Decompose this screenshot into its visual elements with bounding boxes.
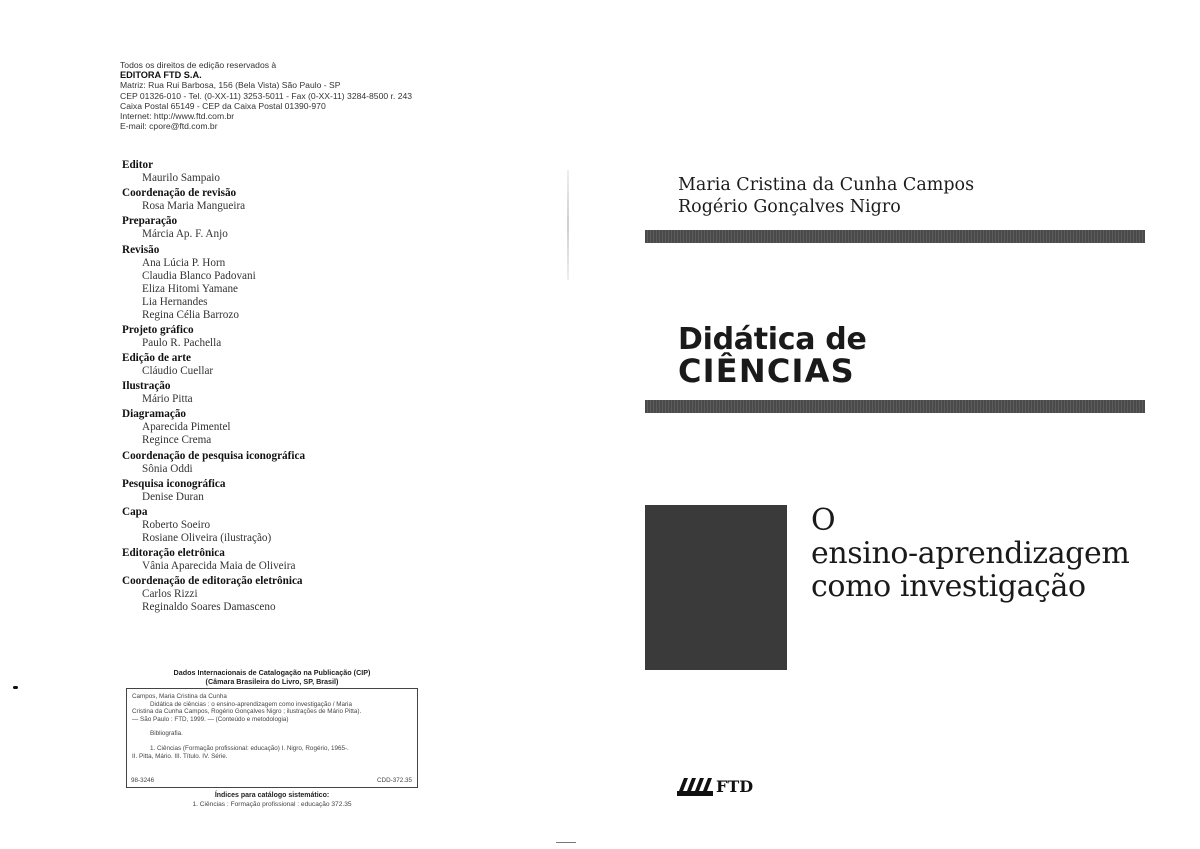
- subtitle-line: ensino-aprendizagem: [811, 536, 1130, 571]
- credit-name: Paulo R. Pachella: [142, 336, 222, 349]
- credit-name: Denise Duran: [142, 490, 204, 503]
- credit-group: [122, 352, 452, 378]
- ftd-logo-icon: [677, 776, 713, 796]
- title-line: CIÊNCIAS: [678, 352, 855, 390]
- credit-group: [122, 478, 452, 504]
- credit-name: Roberto Soeiro: [142, 518, 211, 531]
- cip-cdd: CDD-372.35: [377, 777, 412, 785]
- index-entry: 1. Ciências : Formação profissional : educação 372.35: [192, 801, 352, 808]
- credit-role: Ilustração: [122, 380, 171, 393]
- book-subtitle: [811, 504, 1191, 603]
- credit-name: Carlos Rizzi: [142, 588, 198, 601]
- subtitle-line: como investigação: [811, 569, 1086, 604]
- subtitle-line: O: [811, 503, 836, 538]
- credit-group: [122, 506, 452, 545]
- credit-name: Rosa Maria Mangueira: [142, 200, 246, 213]
- credit-name: Márcia Ap. F. Anjo: [142, 228, 228, 241]
- credit-role: Capa: [122, 505, 148, 518]
- credit-name: Maurilo Sampaio: [142, 172, 220, 184]
- author-name: Maria Cristina da Cunha Campos: [678, 175, 975, 195]
- credit-group: [122, 575, 452, 614]
- cip-description: — São Paulo : FTD, 1999. — (Conteúdo e metodologia): [132, 715, 289, 723]
- credit-role: Editoração eletrônica: [122, 547, 225, 560]
- scan-speck: [13, 686, 18, 689]
- cip-description: Didática de ciências : o ensino-aprendizagem como investigação / Maria: [150, 700, 352, 708]
- gutter-mark: [556, 842, 576, 843]
- credit-group: [122, 408, 452, 447]
- credit-name: Ana Lúcia P. Horn: [142, 256, 226, 269]
- credit-role: Diagramação: [122, 408, 187, 421]
- credit-name: Reginaldo Soares Damasceno: [142, 601, 276, 614]
- credit-role: Coordenação de editoração eletrônica: [122, 575, 303, 588]
- credit-name: Regince Crema: [142, 434, 212, 447]
- credit-role: Coordenação de pesquisa iconográfica: [122, 449, 306, 462]
- credit-name: Eliza Hitomi Yamane: [142, 282, 239, 295]
- cover-authors: [678, 174, 1158, 218]
- top-rule: [645, 230, 1145, 243]
- imprint-line: Caixa Postal 65149 - CEP da Caixa Postal 01390-970: [120, 100, 326, 111]
- cip-subjects: 1. Ciências (Formação profissional: educação) I. Nigro, Rogério, 1965-.: [150, 744, 349, 752]
- decorative-block: [645, 505, 787, 670]
- book-title: [678, 324, 1138, 388]
- credit-name: Lia Hernandes: [142, 295, 208, 308]
- title-line: Didática de: [678, 322, 867, 357]
- copyright-imprint: [120, 60, 480, 131]
- cip-code: 98-3246: [131, 777, 155, 785]
- credit-role: Projeto gráfico: [122, 323, 194, 336]
- credit-name: Aparecida Pimentel: [142, 421, 231, 434]
- page-gutter: [567, 170, 569, 280]
- cip-author: Campos, Maria Cristina da Cunha: [132, 693, 227, 700]
- imprint-line: Internet: http://www.ftd.com.br: [120, 111, 235, 122]
- credit-group: [122, 547, 452, 573]
- credit-role: Editor: [122, 159, 154, 171]
- credit-group: [122, 215, 452, 241]
- cip-record-box: [126, 688, 418, 788]
- credit-group: [122, 244, 452, 322]
- credit-name: Regina Célia Barrozo: [142, 308, 239, 321]
- credit-group: [122, 450, 452, 476]
- imprint-line: E-mail: cpore@ftd.com.br: [120, 121, 218, 132]
- credit-name: Rosiane Oliveira (ilustração): [142, 531, 272, 544]
- credit-role: Preparação: [122, 215, 178, 228]
- publisher-name: EDITORA FTD S.A.: [120, 70, 202, 81]
- index-heading: Índices para catálogo sistemático:: [214, 792, 330, 799]
- bottom-rule: [645, 400, 1145, 413]
- credit-name: Claudia Blanco Padovani: [142, 269, 256, 282]
- credit-name: Cláudio Cuellar: [142, 364, 214, 377]
- cip-bibliography: Bibliografia.: [150, 730, 183, 738]
- author-name: Rogério Gonçalves Nigro: [678, 197, 901, 217]
- imprint-line: Matriz: Rua Rui Barbosa, 156 (Bela Vista) São Paulo - SP: [120, 80, 341, 91]
- credit-role: Edição de arte: [122, 351, 191, 364]
- credit-name: Mário Pitta: [142, 393, 193, 406]
- credit-group: [122, 380, 452, 406]
- credit-name: Sônia Oddi: [142, 462, 193, 475]
- credit-group: [122, 187, 452, 213]
- credit-group: [122, 159, 452, 185]
- credit-role: Coordenação de revisão: [122, 187, 237, 200]
- publisher-wordmark: FTD: [716, 776, 754, 796]
- imprint-line: Todos os direitos de edição reservados à: [120, 60, 277, 70]
- cip-description: Cristina da Cunha Campos, Rogério Gonçalves Nigro ; ilustrações de Mário Pitta).: [132, 708, 362, 716]
- publisher-logo: [677, 775, 753, 797]
- cip-title-line: (Câmara Brasileira do Livro, SP, Brasil): [205, 677, 339, 686]
- imprint-line: CEP 01326-010 - Tel. (0-XX-11) 3253-5011 - Fax (0-XX-11) 3284-8500 r. 243: [120, 90, 413, 101]
- credits-list: [122, 159, 452, 616]
- cip-title-line: Dados Internacionais de Catalogação na Publicação (CIP): [173, 668, 371, 677]
- credit-role: Revisão: [122, 243, 160, 256]
- credit-name: Vânia Aparecida Maia de Oliveira: [142, 560, 296, 573]
- cip-heading: [122, 668, 422, 686]
- cip-subjects: II. Pitta, Mário. III. Título. IV. Série.: [132, 752, 228, 760]
- credit-role: Pesquisa iconográfica: [122, 477, 226, 490]
- credit-group: [122, 324, 452, 350]
